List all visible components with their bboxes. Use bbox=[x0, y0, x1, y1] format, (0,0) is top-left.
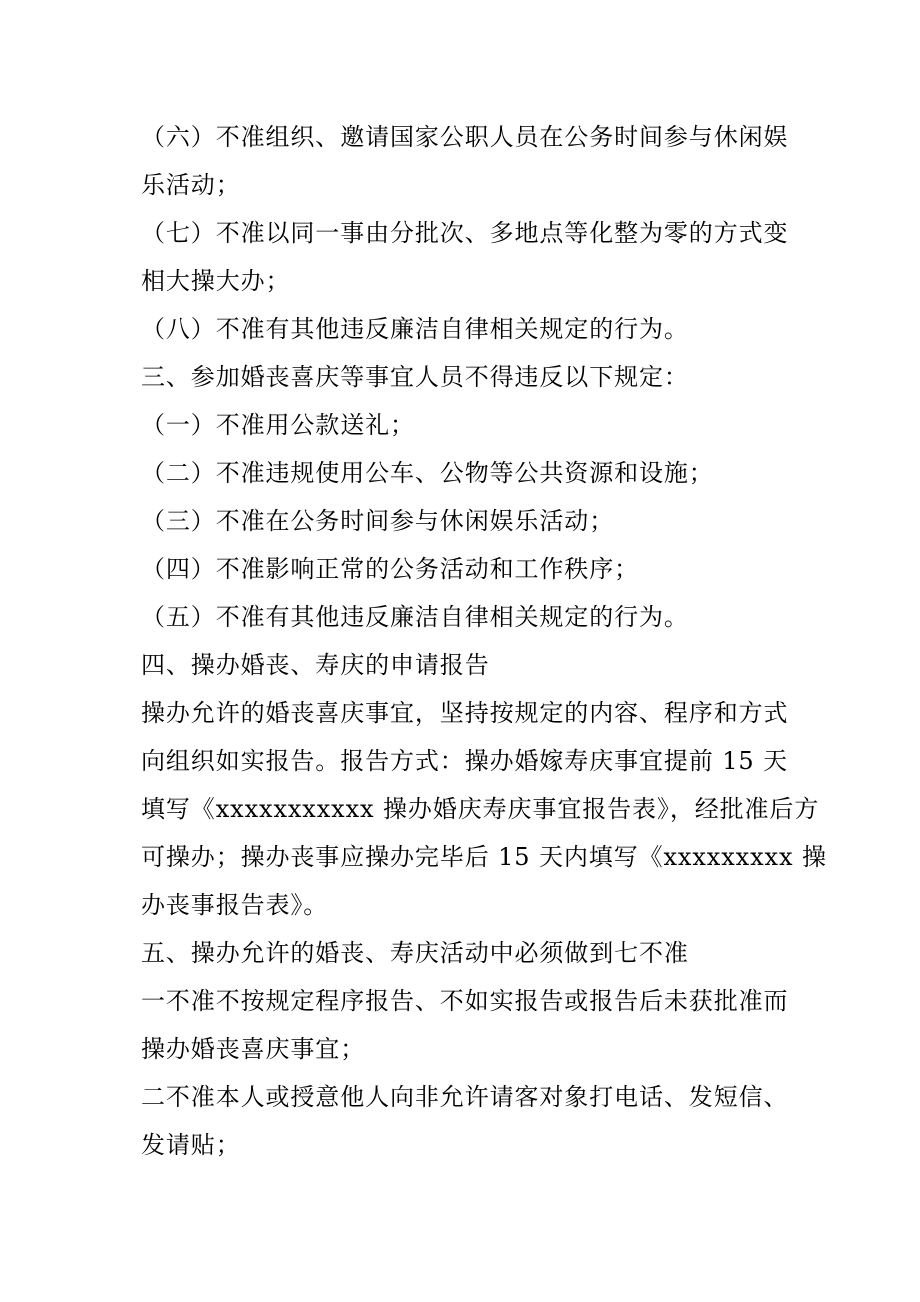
text-line-19: 一不准不按规定程序报告、不如实报告或报告后未获批准而 bbox=[141, 987, 789, 1015]
text-line-1: （六）不准组织、邀请国家公职人员在公务时间参与休闲娱 bbox=[141, 123, 789, 151]
text-line-2: 乐活动； bbox=[141, 171, 241, 199]
text-line-8: （二）不准违规使用公车、公物等公共资源和设施； bbox=[141, 459, 714, 487]
section-heading-4: 四、操办婚丧、寿庆的申请报告 bbox=[141, 651, 490, 679]
text-line-11: （五）不准有其他违反廉洁自律相关规定的行为。 bbox=[141, 603, 689, 631]
text-line-22: 发请贴； bbox=[141, 1131, 241, 1159]
document-body bbox=[141, 113, 827, 1169]
section-heading-3: 三、参加婚丧喜庆等事宜人员不得违反以下规定： bbox=[141, 363, 689, 391]
text-line-13: 操办允许的婚丧喜庆事宜，坚持按规定的内容、程序和方式 bbox=[141, 699, 789, 727]
text-line-15: 填写《xxxxxxxxxxx 操办婚庆寿庆事宜报告表》，经批准后方 bbox=[141, 795, 820, 823]
text-line-14: 向组织如实报告。报告方式：操办婚嫁寿庆事宜提前 15 天 bbox=[141, 747, 788, 775]
text-line-3: （七）不准以同一事由分批次、多地点等化整为零的方式变 bbox=[141, 219, 789, 247]
text-line-5: （八）不准有其他违反廉洁自律相关规定的行为。 bbox=[141, 315, 689, 343]
text-line-17: 办丧事报告表》。 bbox=[141, 891, 329, 919]
text-line-10: （四）不准影响正常的公务活动和工作秩序； bbox=[141, 555, 639, 583]
text-line-21: 二不准本人或授意他人向非允许请客对象打电话、发短信、 bbox=[141, 1083, 789, 1111]
text-line-16: 可操办；操办丧事应操办完毕后 15 天内填写《xxxxxxxxx 操 bbox=[141, 843, 827, 871]
section-heading-5: 五、操办允许的婚丧、寿庆活动中必须做到七不准 bbox=[141, 939, 689, 967]
text-line-9: （三）不准在公务时间参与休闲娱乐活动； bbox=[141, 507, 615, 535]
text-line-7: （一）不准用公款送礼； bbox=[141, 411, 415, 439]
text-line-20: 操办婚丧喜庆事宜； bbox=[141, 1035, 366, 1063]
text-line-4: 相大操大办； bbox=[141, 267, 291, 295]
